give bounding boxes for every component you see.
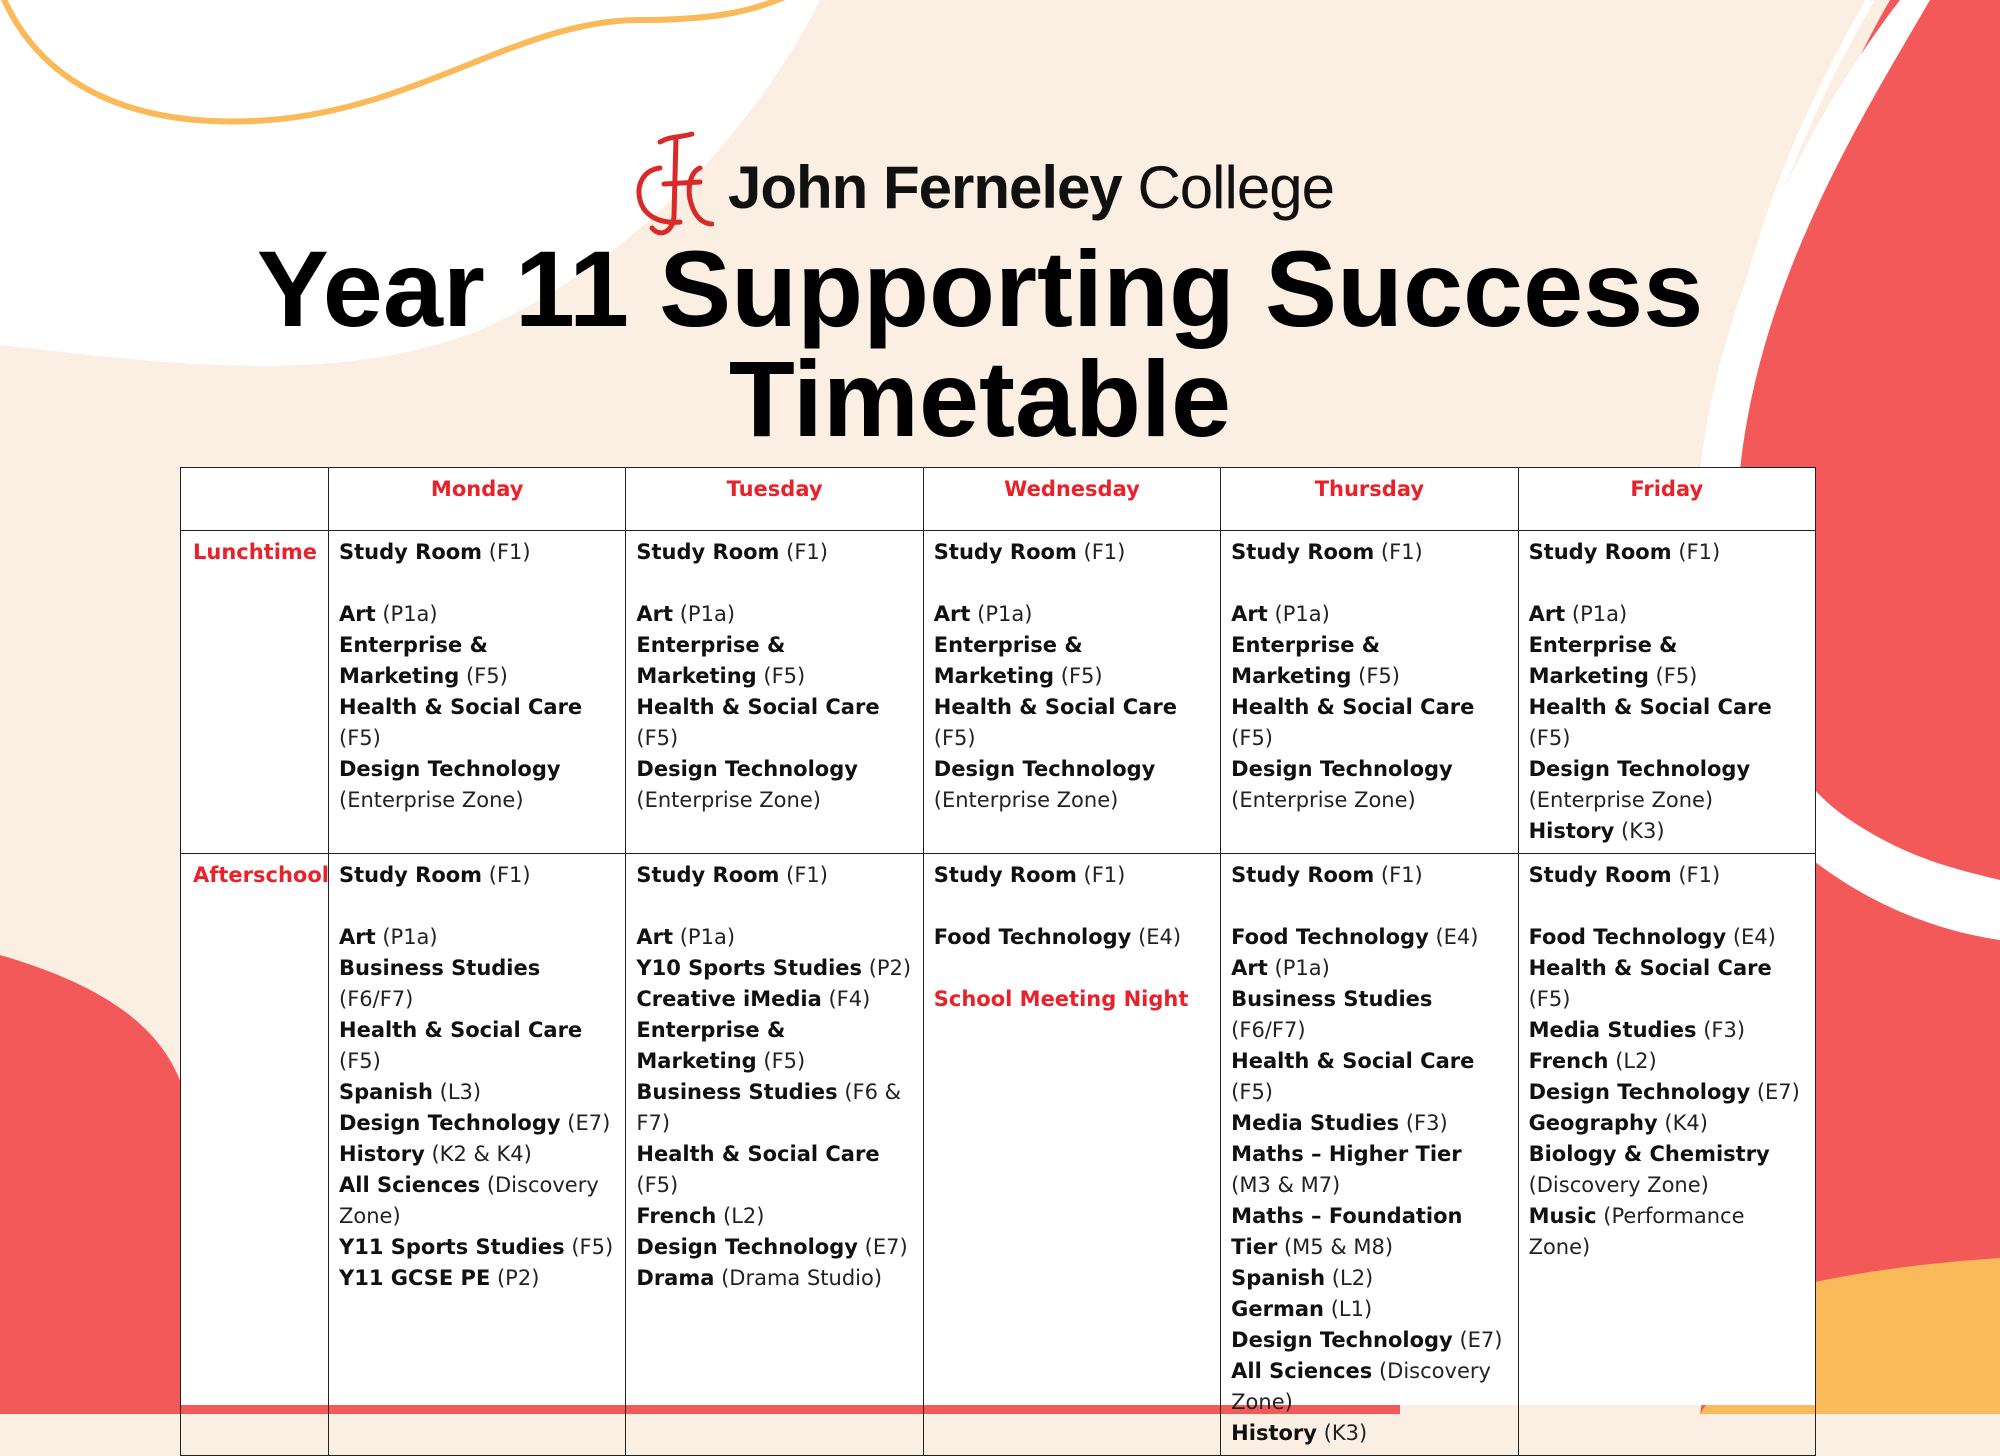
session-entry (636, 922, 912, 953)
row-header: Lunchtime (181, 531, 329, 854)
session-entry (1231, 1139, 1507, 1201)
subject-name: Enterprise & Marketing (636, 1018, 786, 1073)
corner-cell (181, 468, 329, 531)
session-entry (1529, 1046, 1805, 1077)
room-label: (L2) (1331, 1266, 1374, 1290)
subject-name: Spanish (339, 1080, 433, 1104)
session-entry (636, 984, 912, 1015)
session-entry (1529, 599, 1805, 630)
session-entry (636, 1232, 912, 1263)
subject-name: Study Room (1231, 863, 1375, 887)
room-label: (F1) (1380, 540, 1423, 564)
room-label: (Enterprise Zone) (933, 788, 1119, 812)
timetable (180, 467, 1816, 1456)
college-name (728, 153, 1334, 222)
subject-name: Design Technology (636, 757, 858, 781)
session-entry (1231, 1325, 1507, 1356)
room-label: (Enterprise Zone) (1528, 788, 1714, 812)
subject-name: History (339, 1142, 425, 1166)
session-entry (636, 599, 912, 630)
room-label: (P2) (868, 956, 912, 980)
room-label: (L3) (439, 1080, 482, 1104)
subject-name: Health & Social Care (933, 695, 1177, 719)
room-label: (F3) (1405, 1111, 1448, 1135)
room-label: (F1) (1678, 540, 1721, 564)
subject-name: Design Technology (933, 757, 1156, 781)
room-label: (F5) (1060, 664, 1103, 688)
session-entry (934, 984, 1210, 1015)
room-label: (P1a) (382, 925, 438, 949)
subject-name: Study Room (339, 863, 483, 887)
title-line-1: Year 11 Supporting Success (256, 228, 1704, 349)
subject-name: French (636, 1204, 717, 1228)
subject-name: Art (339, 925, 376, 949)
subject-name: Media Studies (1528, 1018, 1697, 1042)
session-entry (339, 1263, 615, 1294)
page-title (180, 228, 1780, 459)
session-entry (339, 1077, 615, 1108)
session-entry (1529, 1201, 1805, 1263)
room-label: (F4) (828, 987, 871, 1011)
subject-name: Biology & Chemistry (1528, 1142, 1770, 1166)
room-label: (K2 & K4) (431, 1142, 532, 1166)
session-entry (1529, 1015, 1805, 1046)
session-entry (1231, 922, 1507, 953)
timetable-body (181, 531, 1816, 1456)
room-label: (F1) (488, 540, 531, 564)
day-header-thursday: Thursday (1221, 468, 1518, 531)
room-label: (F5) (763, 1049, 806, 1073)
session-entry (1231, 537, 1507, 568)
session-entry (1231, 630, 1507, 692)
room-label: (K4) (1664, 1111, 1708, 1135)
subject-name: Study Room (1528, 540, 1672, 564)
session-entry (1231, 1294, 1507, 1325)
spacer (934, 891, 1210, 922)
subject-name: Study Room (1231, 540, 1375, 564)
spacer (636, 891, 912, 922)
subject-name: Health & Social Care (636, 695, 880, 719)
room-label: (P1a) (679, 925, 736, 949)
session-entry (339, 953, 615, 1015)
subject-name: Health & Social Care (1231, 1049, 1475, 1073)
spacer (1231, 568, 1507, 599)
subject-name: Maths – Foundation Tier (1231, 1204, 1463, 1259)
room-label: (F1) (1083, 540, 1126, 564)
subject-name: All Sciences (339, 1173, 481, 1197)
spacer (934, 953, 1210, 984)
room-label: (E4) (1138, 925, 1182, 949)
cell-lunchtime-friday (1518, 531, 1815, 854)
session-entry (934, 537, 1210, 568)
room-label: (F5) (636, 726, 679, 750)
session-entry (1231, 599, 1507, 630)
subject-name: Food Technology (933, 925, 1132, 949)
room-label: (Drama Studio) (721, 1266, 883, 1290)
room-label: (F1) (488, 863, 531, 887)
session-entry (339, 537, 615, 568)
day-header-friday: Friday (1518, 468, 1815, 531)
room-label: (Enterprise Zone) (339, 788, 524, 812)
cell-afterschool-thursday (1221, 854, 1518, 1456)
cell-lunchtime-wednesday (923, 531, 1220, 854)
subject-name: Design Technology (339, 757, 561, 781)
subject-name: Health & Social Care (339, 1018, 583, 1042)
session-entry (339, 860, 615, 891)
subject-name: Maths – Higher Tier (1231, 1142, 1462, 1166)
session-entry (636, 692, 912, 754)
subject-name: Study Room (933, 540, 1077, 564)
room-label: (P1a) (382, 602, 438, 626)
subject-name: Y11 GCSE PE (339, 1266, 491, 1290)
subject-name: Business Studies (636, 1080, 838, 1104)
subject-name: Enterprise & Marketing (1231, 633, 1381, 688)
spacer (934, 568, 1210, 599)
room-label: (F1) (1678, 863, 1721, 887)
subject-name: Enterprise & Marketing (933, 633, 1083, 688)
room-label: (F5) (1231, 1080, 1273, 1104)
subject-name: Health & Social Care (1528, 956, 1772, 980)
room-label: (F5) (571, 1235, 614, 1259)
table-header-row (181, 468, 1816, 531)
subject-name: Design Technology (1528, 757, 1751, 781)
session-entry (1231, 1356, 1507, 1418)
room-label: (M3 & M7) (1231, 1173, 1341, 1197)
table-row-afterschool (181, 854, 1816, 1456)
room-label: (P1a) (1274, 956, 1330, 980)
room-label: (F5) (1655, 664, 1698, 688)
college-name-bold: John Ferneley (728, 153, 1122, 221)
session-entry (339, 692, 615, 754)
session-entry (636, 1139, 912, 1201)
day-header-monday: Monday (329, 468, 626, 531)
cell-afterschool-monday (329, 854, 626, 1456)
subject-name: Geography (1528, 1111, 1658, 1135)
cell-afterschool-wednesday (923, 854, 1220, 1456)
session-entry (339, 1108, 615, 1139)
subject-name: Y11 Sports Studies (339, 1235, 565, 1259)
subject-name: Art (1231, 602, 1268, 626)
session-entry (636, 953, 912, 984)
room-label: (L1) (1330, 1297, 1373, 1321)
subject-name: German (1231, 1297, 1325, 1321)
room-label: (P1a) (679, 602, 736, 626)
subject-name: Study Room (636, 540, 780, 564)
room-label: (Discovery Zone) (1231, 1359, 1491, 1414)
session-entry (1529, 953, 1805, 1015)
subject-name: Creative iMedia (636, 987, 822, 1011)
subject-name: Art (1231, 956, 1268, 980)
day-header-wednesday: Wednesday (923, 468, 1220, 531)
room-label: (F5) (933, 726, 976, 750)
session-entry (636, 1015, 912, 1077)
session-entry (934, 922, 1210, 953)
room-label: (F5) (339, 726, 381, 750)
subject-name: Health & Social Care (1231, 695, 1475, 719)
subject-name: Art (339, 602, 376, 626)
subject-name: Design Technology (1231, 1328, 1453, 1352)
room-label: (F1) (1083, 863, 1126, 887)
subject-name: Enterprise & Marketing (1528, 633, 1678, 688)
subject-name: Business Studies (1231, 987, 1433, 1011)
room-label: (E7) (864, 1235, 908, 1259)
subject-name: Study Room (636, 863, 780, 887)
session-entry (636, 1077, 912, 1139)
day-header-tuesday: Tuesday (626, 468, 923, 531)
room-label: (P1a) (1571, 602, 1628, 626)
spacer (339, 568, 615, 599)
room-label: (E4) (1732, 925, 1776, 949)
session-entry (1231, 1046, 1507, 1108)
room-label: (F5) (1528, 726, 1571, 750)
session-entry (1529, 1139, 1805, 1201)
session-entry (339, 1170, 615, 1232)
session-entry (339, 1139, 615, 1170)
session-entry (1529, 1108, 1805, 1139)
session-entry (1529, 860, 1805, 891)
spacer (1529, 568, 1805, 599)
subject-name: Food Technology (1231, 925, 1429, 949)
room-label: (F5) (1358, 664, 1400, 688)
session-entry (636, 537, 912, 568)
room-label: (L2) (1615, 1049, 1657, 1073)
room-label: (E4) (1435, 925, 1479, 949)
room-label: (F5) (1528, 987, 1571, 1011)
session-entry (1231, 860, 1507, 891)
session-entry (636, 754, 912, 816)
room-label: (F5) (465, 664, 508, 688)
session-entry (339, 922, 615, 953)
session-entry (636, 630, 912, 692)
session-entry (339, 1015, 615, 1077)
room-label: (Performance Zone) (1528, 1204, 1745, 1259)
session-entry (1529, 537, 1805, 568)
room-label: (F3) (1703, 1018, 1746, 1042)
session-entry (339, 599, 615, 630)
subject-name: Drama (636, 1266, 715, 1290)
session-entry (1529, 630, 1805, 692)
coral-shape-left (0, 955, 190, 1414)
row-header: Afterschool (181, 854, 329, 1456)
subject-name: Food Technology (1528, 925, 1727, 949)
subject-name: Art (1528, 602, 1566, 626)
subject-name: French (1528, 1049, 1609, 1073)
room-label: (Discovery Zone) (339, 1173, 599, 1228)
session-entry (339, 630, 615, 692)
room-label: (P2) (496, 1266, 540, 1290)
session-entry (1231, 1418, 1507, 1449)
subject-name: Design Technology (1231, 757, 1453, 781)
session-entry (1231, 692, 1507, 754)
session-entry (934, 860, 1210, 891)
session-entry (1231, 1201, 1507, 1263)
session-entry (1231, 1263, 1507, 1294)
room-label: (Enterprise Zone) (1231, 788, 1416, 812)
subject-name: Design Technology (339, 1111, 561, 1135)
room-label: (M5 & M8) (1283, 1235, 1394, 1259)
session-entry (934, 754, 1210, 816)
room-label: (F1) (786, 540, 828, 564)
room-label: (E7) (567, 1111, 611, 1135)
subject-name: All Sciences (1231, 1359, 1373, 1383)
room-label: (P1a) (1274, 602, 1330, 626)
subject-name: Y10 Sports Studies (636, 956, 863, 980)
timetable-container (180, 467, 1816, 1445)
room-label: (F6/F7) (1231, 1018, 1306, 1042)
session-entry (934, 630, 1210, 692)
room-label: (E7) (1756, 1080, 1800, 1104)
room-label: (F5) (636, 1173, 679, 1197)
subject-name: Art (933, 602, 971, 626)
subject-name: Art (636, 925, 674, 949)
subject-name: School Meeting Night (933, 987, 1189, 1011)
room-label: (F6/F7) (339, 987, 414, 1011)
title-line-2: Timetable (728, 338, 1232, 459)
session-entry (636, 1201, 912, 1232)
room-label: (Discovery Zone) (1528, 1173, 1709, 1197)
session-entry (339, 1232, 615, 1263)
room-label: (F6 & F7) (636, 1080, 902, 1135)
session-entry (934, 599, 1210, 630)
session-entry (1529, 1077, 1805, 1108)
session-entry (636, 860, 912, 891)
room-label: (F1) (786, 863, 828, 887)
subject-name: Enterprise & Marketing (636, 633, 786, 688)
session-entry (1231, 1108, 1507, 1139)
subject-name: Health & Social Care (1528, 695, 1772, 719)
room-label: (F5) (339, 1049, 381, 1073)
session-entry (1231, 754, 1507, 816)
room-label: (P1a) (977, 602, 1033, 626)
subject-name: Study Room (1528, 863, 1672, 887)
college-name-light: College (1137, 153, 1334, 221)
subject-name: Business Studies (339, 956, 541, 980)
cell-lunchtime-thursday (1221, 531, 1518, 854)
session-entry (1529, 922, 1805, 953)
session-entry (1231, 953, 1507, 984)
session-entry (1231, 984, 1507, 1046)
subject-name: Spanish (1231, 1266, 1326, 1290)
subject-name: History (1528, 819, 1615, 843)
session-entry (1529, 754, 1805, 816)
subject-name: Art (636, 602, 674, 626)
spacer (339, 891, 615, 922)
subject-name: Study Room (933, 863, 1077, 887)
spacer (1529, 891, 1805, 922)
subject-name: Health & Social Care (339, 695, 583, 719)
session-entry (934, 692, 1210, 754)
room-label: (L2) (723, 1204, 765, 1228)
subject-name: Media Studies (1231, 1111, 1400, 1135)
spacer (1231, 891, 1507, 922)
session-entry (636, 1263, 912, 1294)
subject-name: Design Technology (636, 1235, 858, 1259)
room-label: (F5) (763, 664, 806, 688)
subject-name: Enterprise & Marketing (339, 633, 488, 688)
subject-name: Music (1528, 1204, 1597, 1228)
room-label: (F5) (1231, 726, 1273, 750)
room-label: (F1) (1380, 863, 1423, 887)
cell-afterschool-friday (1518, 854, 1815, 1456)
subject-name: Study Room (339, 540, 483, 564)
spacer (636, 568, 912, 599)
cell-lunchtime-monday (329, 531, 626, 854)
table-row-lunchtime (181, 531, 1816, 854)
room-label: (E7) (1459, 1328, 1503, 1352)
room-label: (K3) (1323, 1421, 1368, 1445)
room-label: (Enterprise Zone) (636, 788, 821, 812)
subject-name: Health & Social Care (636, 1142, 880, 1166)
session-entry (339, 754, 615, 816)
session-entry (1529, 816, 1805, 847)
cell-afterschool-tuesday (626, 854, 923, 1456)
subject-name: Design Technology (1528, 1080, 1751, 1104)
room-label: (K3) (1621, 819, 1665, 843)
subject-name: History (1231, 1421, 1317, 1445)
session-entry (1529, 692, 1805, 754)
cell-lunchtime-tuesday (626, 531, 923, 854)
